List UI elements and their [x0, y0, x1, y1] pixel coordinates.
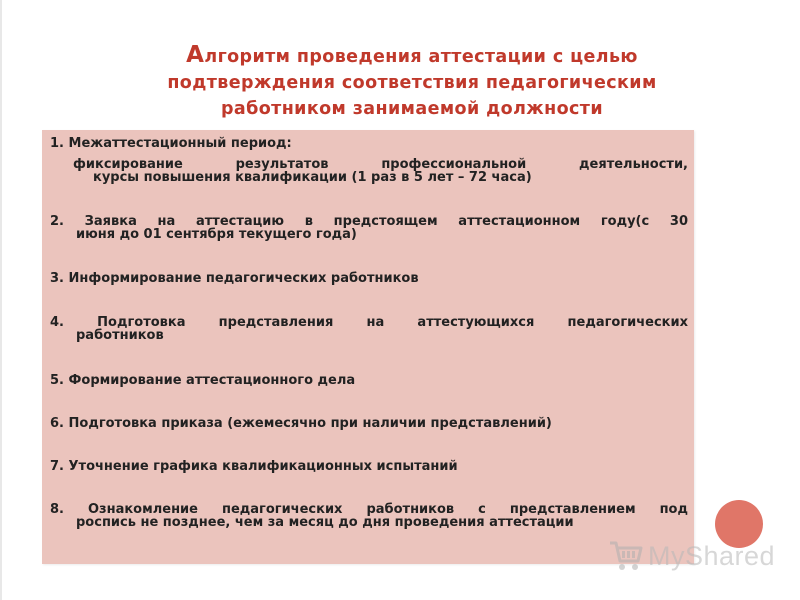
- title-line-2: подтверждения соответствия педагогическим: [167, 73, 657, 93]
- title-line-1: Алгоритм проведения аттестации с целью: [186, 42, 638, 68]
- item-text: 2. Заявка на аттестацию в предстоящем аттестационном году(с 30: [50, 214, 688, 229]
- item-text: работников: [76, 328, 164, 343]
- list-item-3: [50, 272, 688, 285]
- list-item-2: [50, 215, 688, 241]
- title-line-3: работником занимаемой должности: [220, 99, 604, 119]
- item-text: 8. Ознакомление педагогических работников с представлением под: [50, 502, 688, 517]
- list-item-7: [50, 460, 688, 473]
- slide-title: [72, 42, 752, 122]
- item-text: 7. Уточнение графика квалификационных испытаний: [50, 459, 458, 474]
- item-text: 4. Подготовка представления на аттестующихся педагогических: [50, 315, 688, 330]
- item-text: роспись не позднее, чем за месяц до дня проведения аттестации: [76, 515, 574, 530]
- item-1-subtext: [50, 158, 688, 184]
- list-item-8: [50, 503, 688, 529]
- item-text: 5. Формирование аттестационного дела: [50, 373, 356, 388]
- item-subtext-line: фиксирование результатов профессиональной деятельности,: [73, 157, 688, 172]
- list-item-5: [50, 374, 688, 387]
- list-item-6: [50, 417, 688, 430]
- item-text: 6. Подготовка приказа (ежемесячно при наличии представлений): [50, 416, 552, 431]
- watermark-text: MyShared: [648, 540, 776, 571]
- item-text: 1. Межаттестационный период:: [50, 136, 292, 151]
- list-item-4: [50, 316, 688, 342]
- cart-icon: [608, 539, 644, 573]
- watermark: [608, 536, 778, 576]
- item-text: июня до 01 сентября текущего года): [76, 227, 357, 242]
- item-text: 3. Информирование педагогических работников: [50, 271, 419, 286]
- content-box: [42, 130, 694, 564]
- item-subtext-line: курсы повышения квалификации (1 раз в 5 лет – 72 часа): [93, 170, 532, 185]
- list-item-1: [50, 137, 688, 184]
